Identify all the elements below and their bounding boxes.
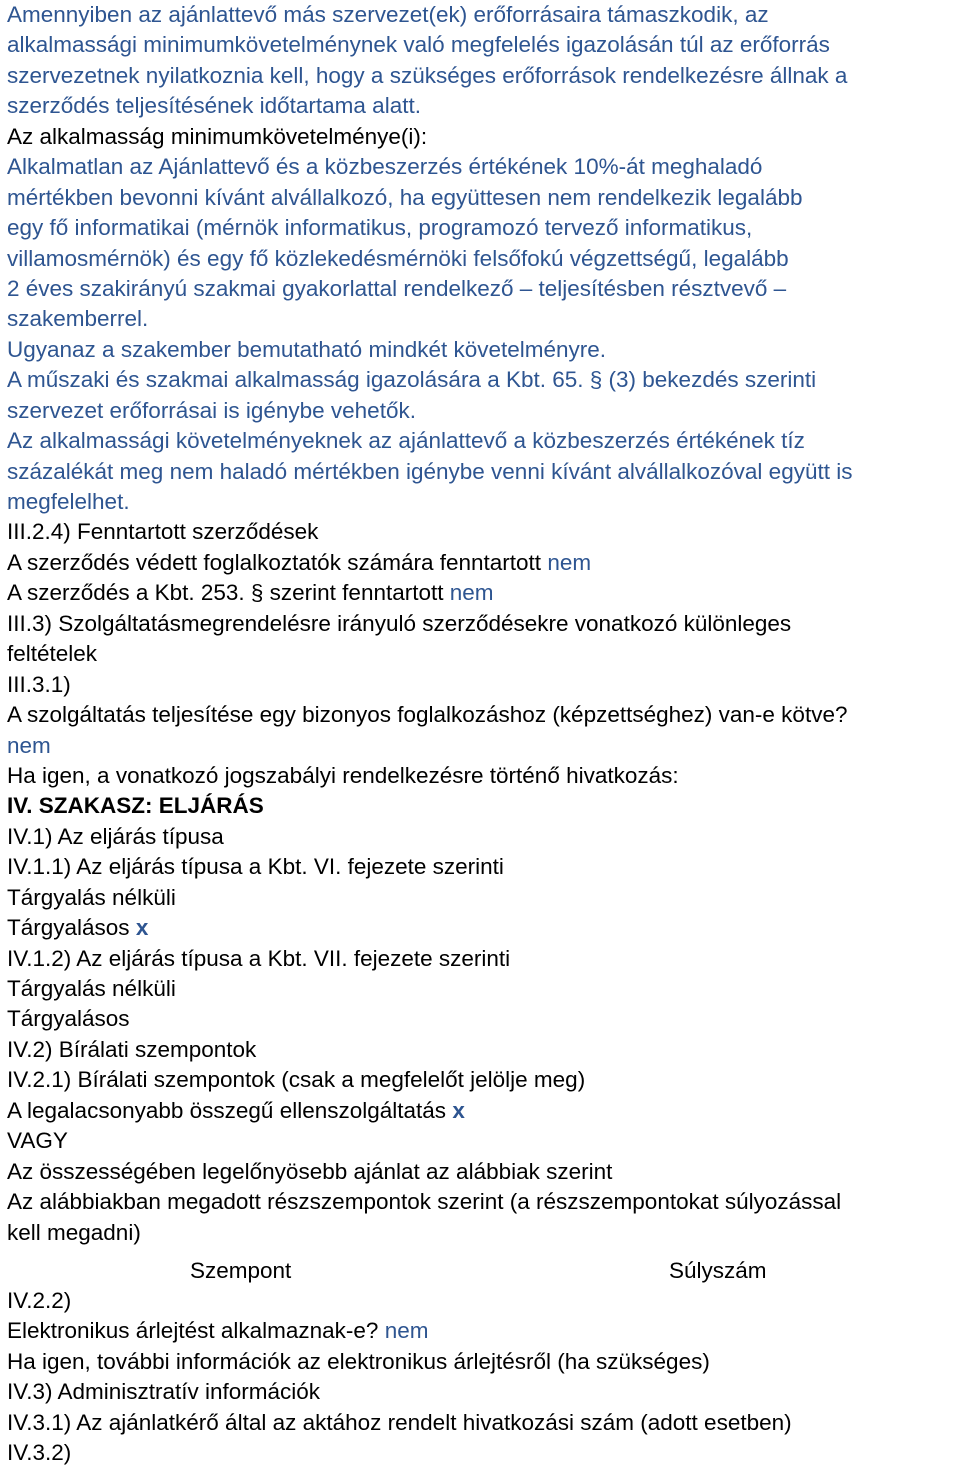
paragraph-line: mértékben bevonni kívánt alvállalkozó, ha együttesen nem rendelkezik legalább [7,184,803,210]
criterion-best-value: Az összességében legelőnyösebb ajánlat az alábbiak szerint [7,1158,613,1184]
paragraph-line: százalékát meg nem haladó mértékben igénybe venni kívánt alvállalkozóval együtt is [7,458,853,484]
paragraph-line: alkalmassági minimumkövetelménynek való megfelelés igazolásán túl az erőforrás [7,32,830,58]
paragraph-line: szervezetnek nyilatkoznia kell, hogy a szükséges erőforrások rendelkezésre állnak a [7,62,848,88]
question-text: A szolgáltatás teljesítése egy bizonyos foglalkozáshoz (képzettséghez) van-e kötve? [7,702,848,728]
section-heading-4-3: IV.3) Adminisztratív információk [7,1379,321,1405]
option-negotiation-2: Tárgyalásos [7,1006,130,1032]
section-heading-4-1-1: IV.1.1) Az eljárás típusa a Kbt. VI. fejezete szerinti [7,854,504,880]
paragraph-line: Amennyiben az ajánlattevő más szervezet(ek) erőforrásaira támaszkodik, az [7,2,769,27]
document-page [7,0,957,1469]
option-no-negotiation: Tárgyalás nélküli [7,884,176,910]
paragraph-line: szervezet erőforrásai is igénybe vehetők. [7,397,416,423]
answer-value: nem [7,732,51,758]
question-text: A szerződés védett foglalkoztatók számára fenntartott [7,549,542,575]
option-negotiation [7,913,957,943]
legal-reference-text: Ha igen, a vonatkozó jogszabályi rendelkezésre történő hivatkozás: [7,762,679,788]
subcriteria-text-cont: kell megadni) [7,1219,141,1245]
section-heading-3-3-cont: feltételek [7,641,98,667]
reserved-contract-kbt253 [7,578,957,608]
paragraph-line: szerződés teljesítésének időtartama alatt. [7,93,421,119]
paragraph-line: egy fő informatikai (mérnök informatikus, programozó tervező informatikus, [7,215,753,241]
section-heading-3-2-4: III.2.4) Fenntartott szerződések [7,519,319,545]
section-heading-4-1: IV.1) Az eljárás típusa [7,823,224,849]
column-header-criterion: Szempont [190,1257,292,1283]
question-text: A szerződés a Kbt. 253. § szerint fenntartott [7,580,444,606]
reserved-contract-sheltered [7,548,957,578]
section-heading-4-2-2: IV.2.2) [7,1287,72,1313]
answer-value: nem [547,549,592,575]
or-separator: VAGY [7,1128,68,1154]
eauction-info-text: Ha igen, további információk az elektronikus árlejtésről (ha szükséges) [7,1348,710,1374]
selected-mark: x [452,1097,465,1123]
subcriteria-text: Az alábbiakban megadott részszempontok szerint (a részszempontokat súlyozással [7,1189,842,1215]
paragraph-line: Az alkalmassági követelményeknek az ajánlattevő a közbeszerzés értékének tíz [7,428,805,454]
selected-mark: x [135,915,149,941]
paragraph-line: Alkalmatlan az Ajánlattevő és a közbeszerzés értékének 10%-át meghaladó [7,154,763,180]
section-heading-3-3-1: III.3.1) [7,671,71,697]
question-text: Elektronikus árlejtést alkalmaznak-e? [7,1318,379,1344]
criteria-table-header [7,1248,957,1286]
option-no-negotiation-2: Tárgyalás nélküli [7,976,176,1001]
answer-value: nem [384,1318,429,1344]
column-header-weight: Súlyszám [669,1257,767,1283]
requirements-heading: Az alkalmasság minimumkövetelménye(i): [7,123,428,149]
section-heading-3-3: III.3) Szolgáltatásmegrendelésre irányuló szerződésekre vonatkozó különleges [7,610,792,636]
option-label: Tárgyalásos [7,915,130,941]
answer-value: nem [449,580,494,606]
section-title-iv: IV. SZAKASZ: ELJÁRÁS [7,793,264,819]
section-heading-4-3-2: IV.3.2) [7,1440,72,1466]
criterion-lowest-price [7,1096,957,1126]
eauction-question [7,1316,957,1346]
paragraph-line: Ugyanaz a szakember bemutatható mindkét követelményre. [7,336,607,362]
paragraph-line: A műszaki és szakmai alkalmasság igazolására a Kbt. 65. § (3) bekezdés szerinti [7,367,817,393]
section-heading-4-1-2: IV.1.2) Az eljárás típusa a Kbt. VII. fejezete szerinti [7,945,511,971]
option-label: A legalacsonyabb összegű ellenszolgáltatás [7,1097,447,1123]
paragraph-line: szakemberrel. [7,306,149,332]
paragraph-line: villamosmérnök) és egy fő közlekedésmérnöki felsőfokú végzettségű, legalább [7,245,789,271]
section-heading-4-2: IV.2) Bírálati szempontok [7,1036,257,1062]
section-heading-4-3-1: IV.3.1) Az ajánlatkérő által az aktához rendelt hivatkozási szám (adott esetben) [7,1409,792,1435]
paragraph-line: megfelelhet. [7,489,130,514]
section-heading-4-2-1: IV.2.1) Bírálati szempontok (csak a megfelelőt jelölje meg) [7,1067,586,1093]
paragraph-line: 2 éves szakirányú szakmai gyakorlattal rendelkező – teljesítésben résztvevő – [7,275,787,301]
